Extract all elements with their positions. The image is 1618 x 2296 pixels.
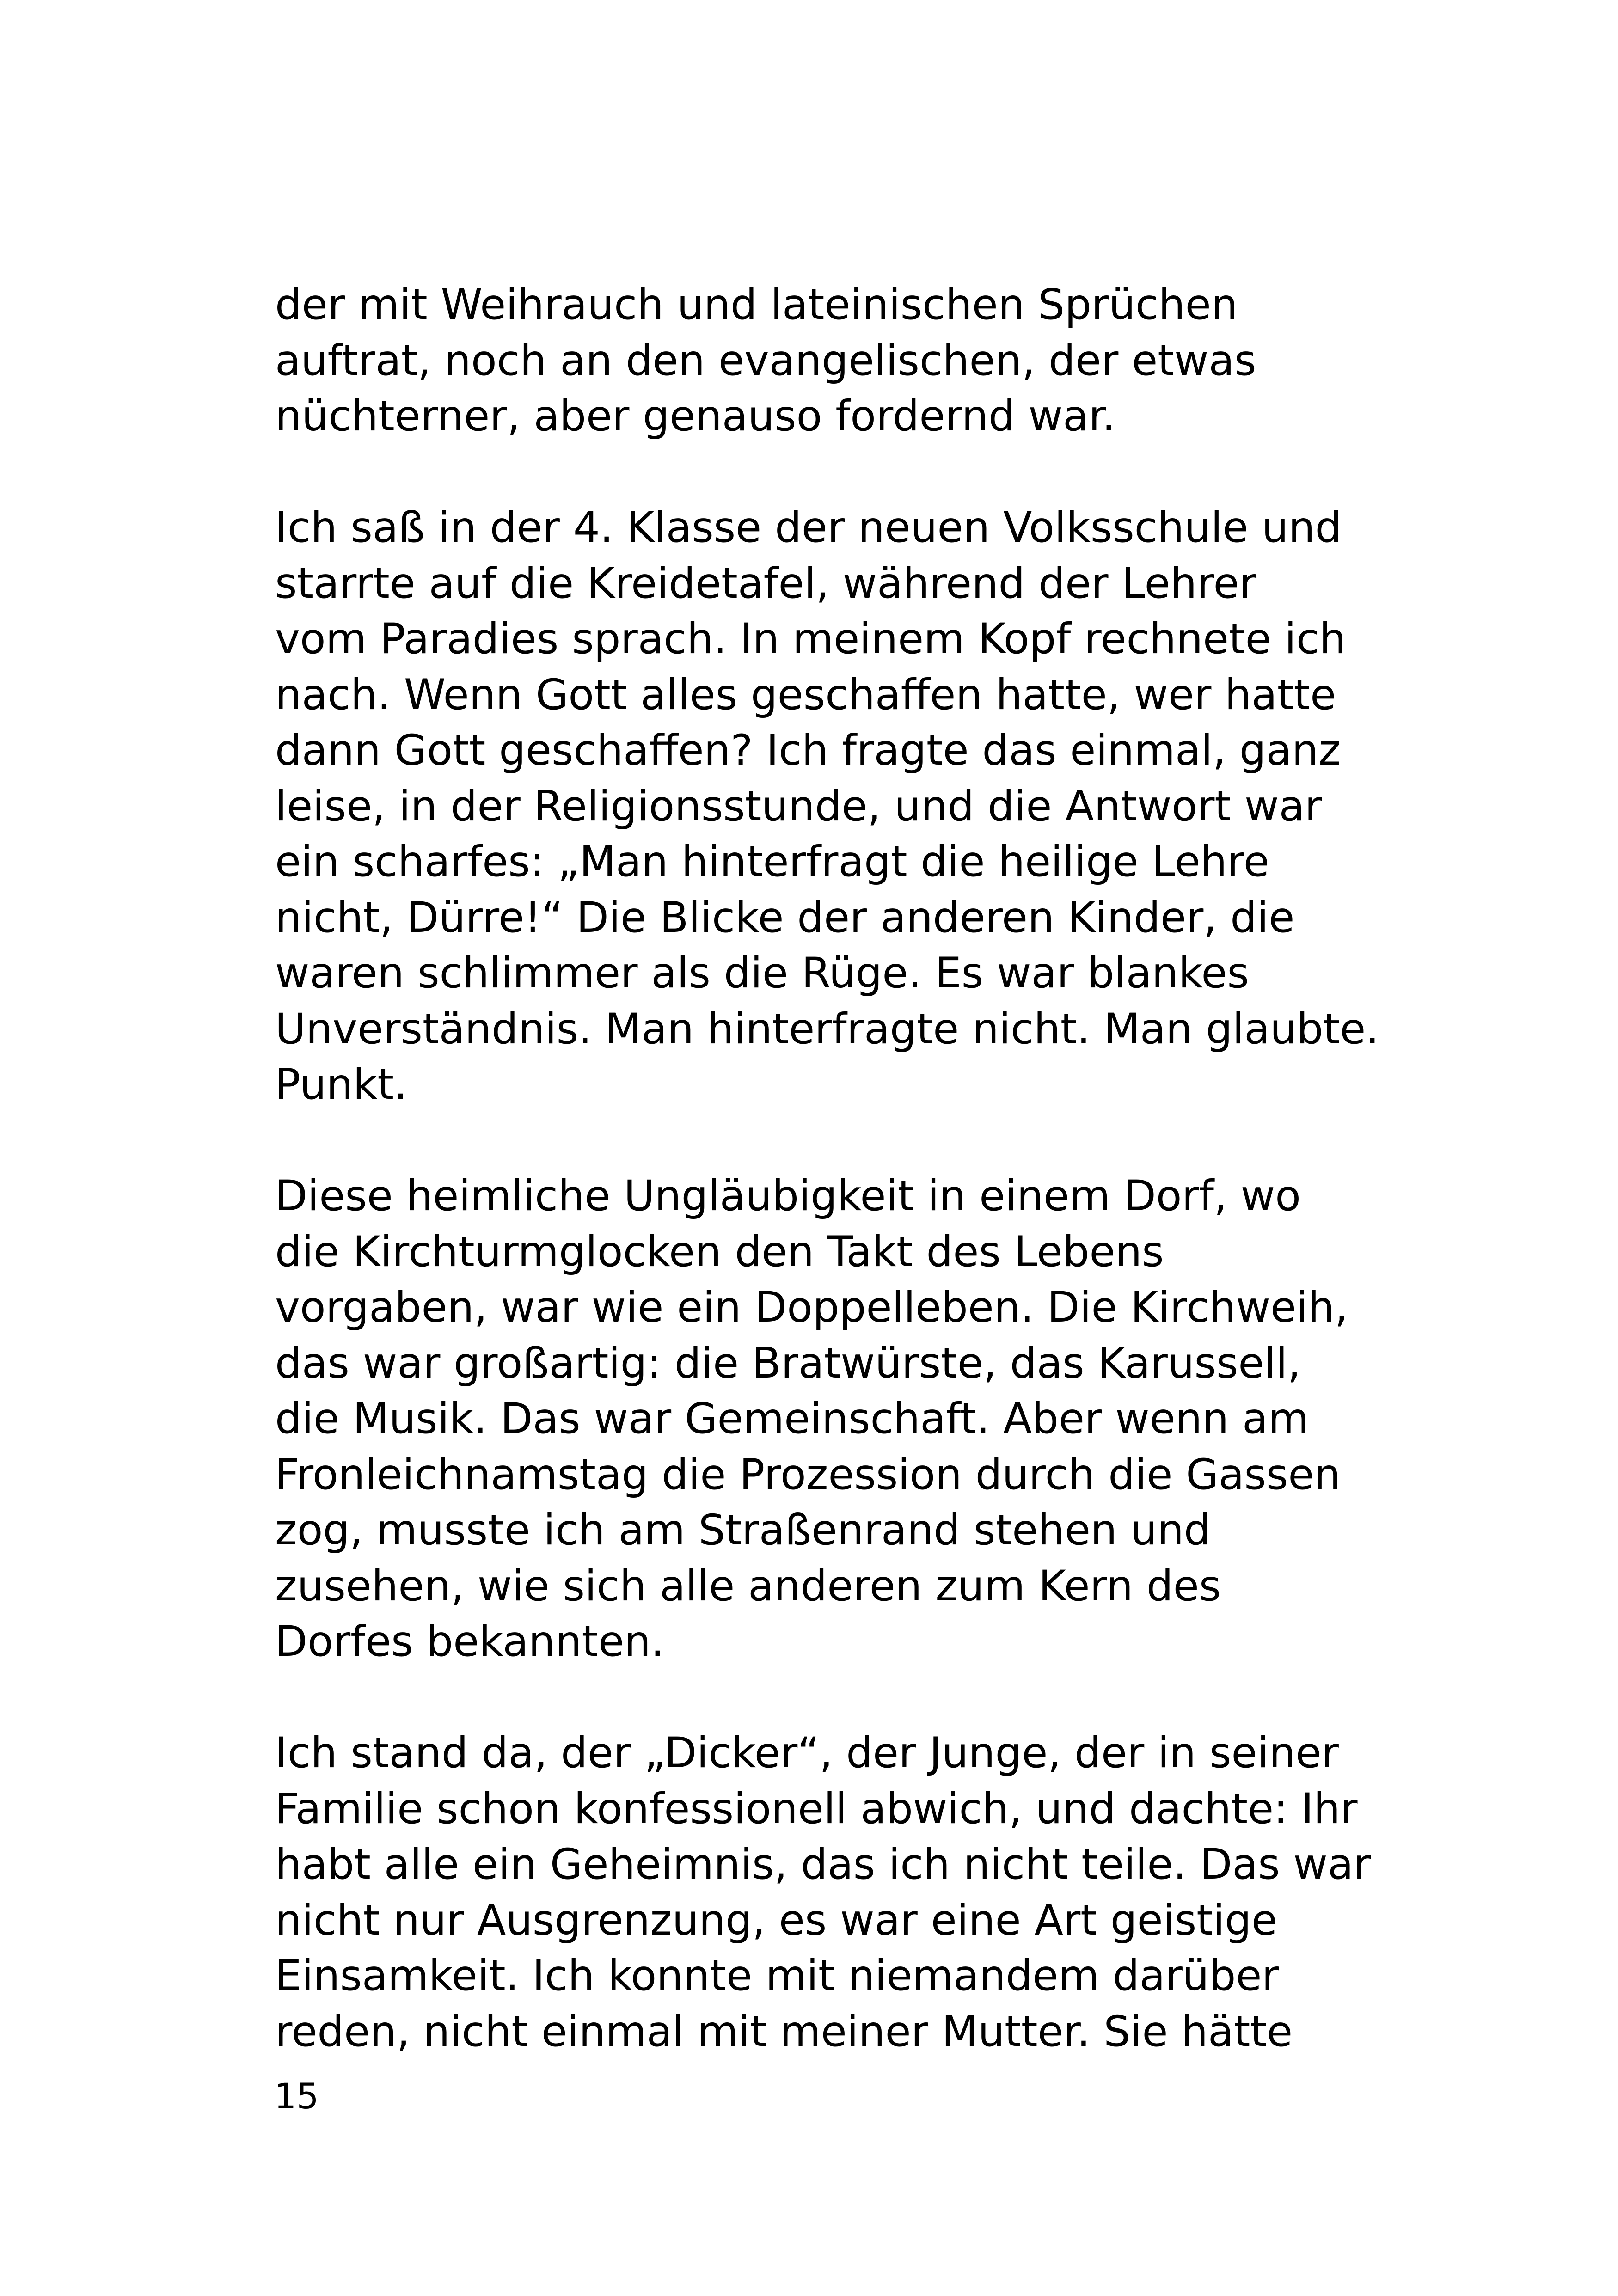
page-number: 15 xyxy=(274,2076,319,2117)
text-line: Punkt. xyxy=(275,1060,407,1109)
text-line: vorgaben, war wie ein Doppelleben. Die Kirchweih, xyxy=(275,1283,1348,1332)
text-line: leise, in der Religionsstunde, und die Antwort war xyxy=(275,782,1322,831)
text-line: ein scharfes: „Man hinterfragt die heilige Lehre xyxy=(275,838,1269,886)
text-line: nicht, Dürre!“ Die Blicke der anderen Kinder, die xyxy=(275,893,1295,942)
text-line: zog, musste ich am Straßenrand stehen und xyxy=(275,1506,1211,1555)
text-line: Fronleichnamstag die Prozession durch die Gassen xyxy=(275,1450,1341,1499)
text-line: nicht nur Ausgrenzung, es war eine Art geistige xyxy=(275,1896,1278,1945)
text-line: die Kirchturmglocken den Takt des Lebens xyxy=(275,1227,1164,1276)
paragraph xyxy=(275,1169,1385,1670)
paragraph-gap xyxy=(275,1113,1385,1169)
text-line: Ich stand da, der „Dicker“, der Junge, der in seiner xyxy=(275,1729,1339,1777)
paragraph xyxy=(275,500,1385,1113)
text-line: Diese heimliche Ungläubigkeit in einem Dorf, wo xyxy=(275,1172,1301,1220)
text-line: Ich saß in der 4. Klasse der neuen Volksschule und xyxy=(275,503,1342,552)
text-line: das war großartig: die Bratwürste, das Karussell, xyxy=(275,1339,1301,1388)
text-line: nach. Wenn Gott alles geschaffen hatte, wer hatte xyxy=(275,670,1336,719)
text-line: Dorfes bekannten. xyxy=(275,1617,664,1666)
paragraph-gap xyxy=(275,445,1385,501)
body-text xyxy=(275,277,1385,2060)
text-line: der mit Weihrauch und lateinischen Sprüchen xyxy=(275,281,1238,329)
text-line: zusehen, wie sich alle anderen zum Kern des xyxy=(275,1561,1221,1610)
text-line: vom Paradies sprach. In meinem Kopf rechnete ich xyxy=(275,615,1346,663)
text-line: reden, nicht einmal mit meiner Mutter. Sie hätte xyxy=(275,2007,1293,2056)
text-line: nüchterner, aber genauso fordernd war. xyxy=(275,392,1115,441)
paragraph xyxy=(275,1726,1385,2060)
text-line: waren schlimmer als die Rüge. Es war blankes xyxy=(275,949,1249,998)
text-line: die Musik. Das war Gemeinschaft. Aber wenn am xyxy=(275,1395,1309,1443)
paragraph xyxy=(275,277,1385,445)
text-line: starrte auf die Kreidetafel, während der Lehrer xyxy=(275,559,1257,608)
text-line: dann Gott geschaffen? Ich fragte das einmal, ganz xyxy=(275,726,1341,775)
text-line: Familie schon konfessionell abwich, und dachte: Ihr xyxy=(275,1784,1358,1833)
text-line: habt alle ein Geheimnis, das ich nicht teile. Das war xyxy=(275,1840,1371,1889)
text-line: Unverständnis. Man hinterfragte nicht. Man glaubte. xyxy=(275,1004,1379,1053)
text-line: auftrat, noch an den evangelischen, der etwas xyxy=(275,336,1256,385)
text-line: Einsamkeit. Ich konnte mit niemandem darüber xyxy=(275,1952,1279,2000)
paragraph-gap xyxy=(275,1670,1385,1726)
